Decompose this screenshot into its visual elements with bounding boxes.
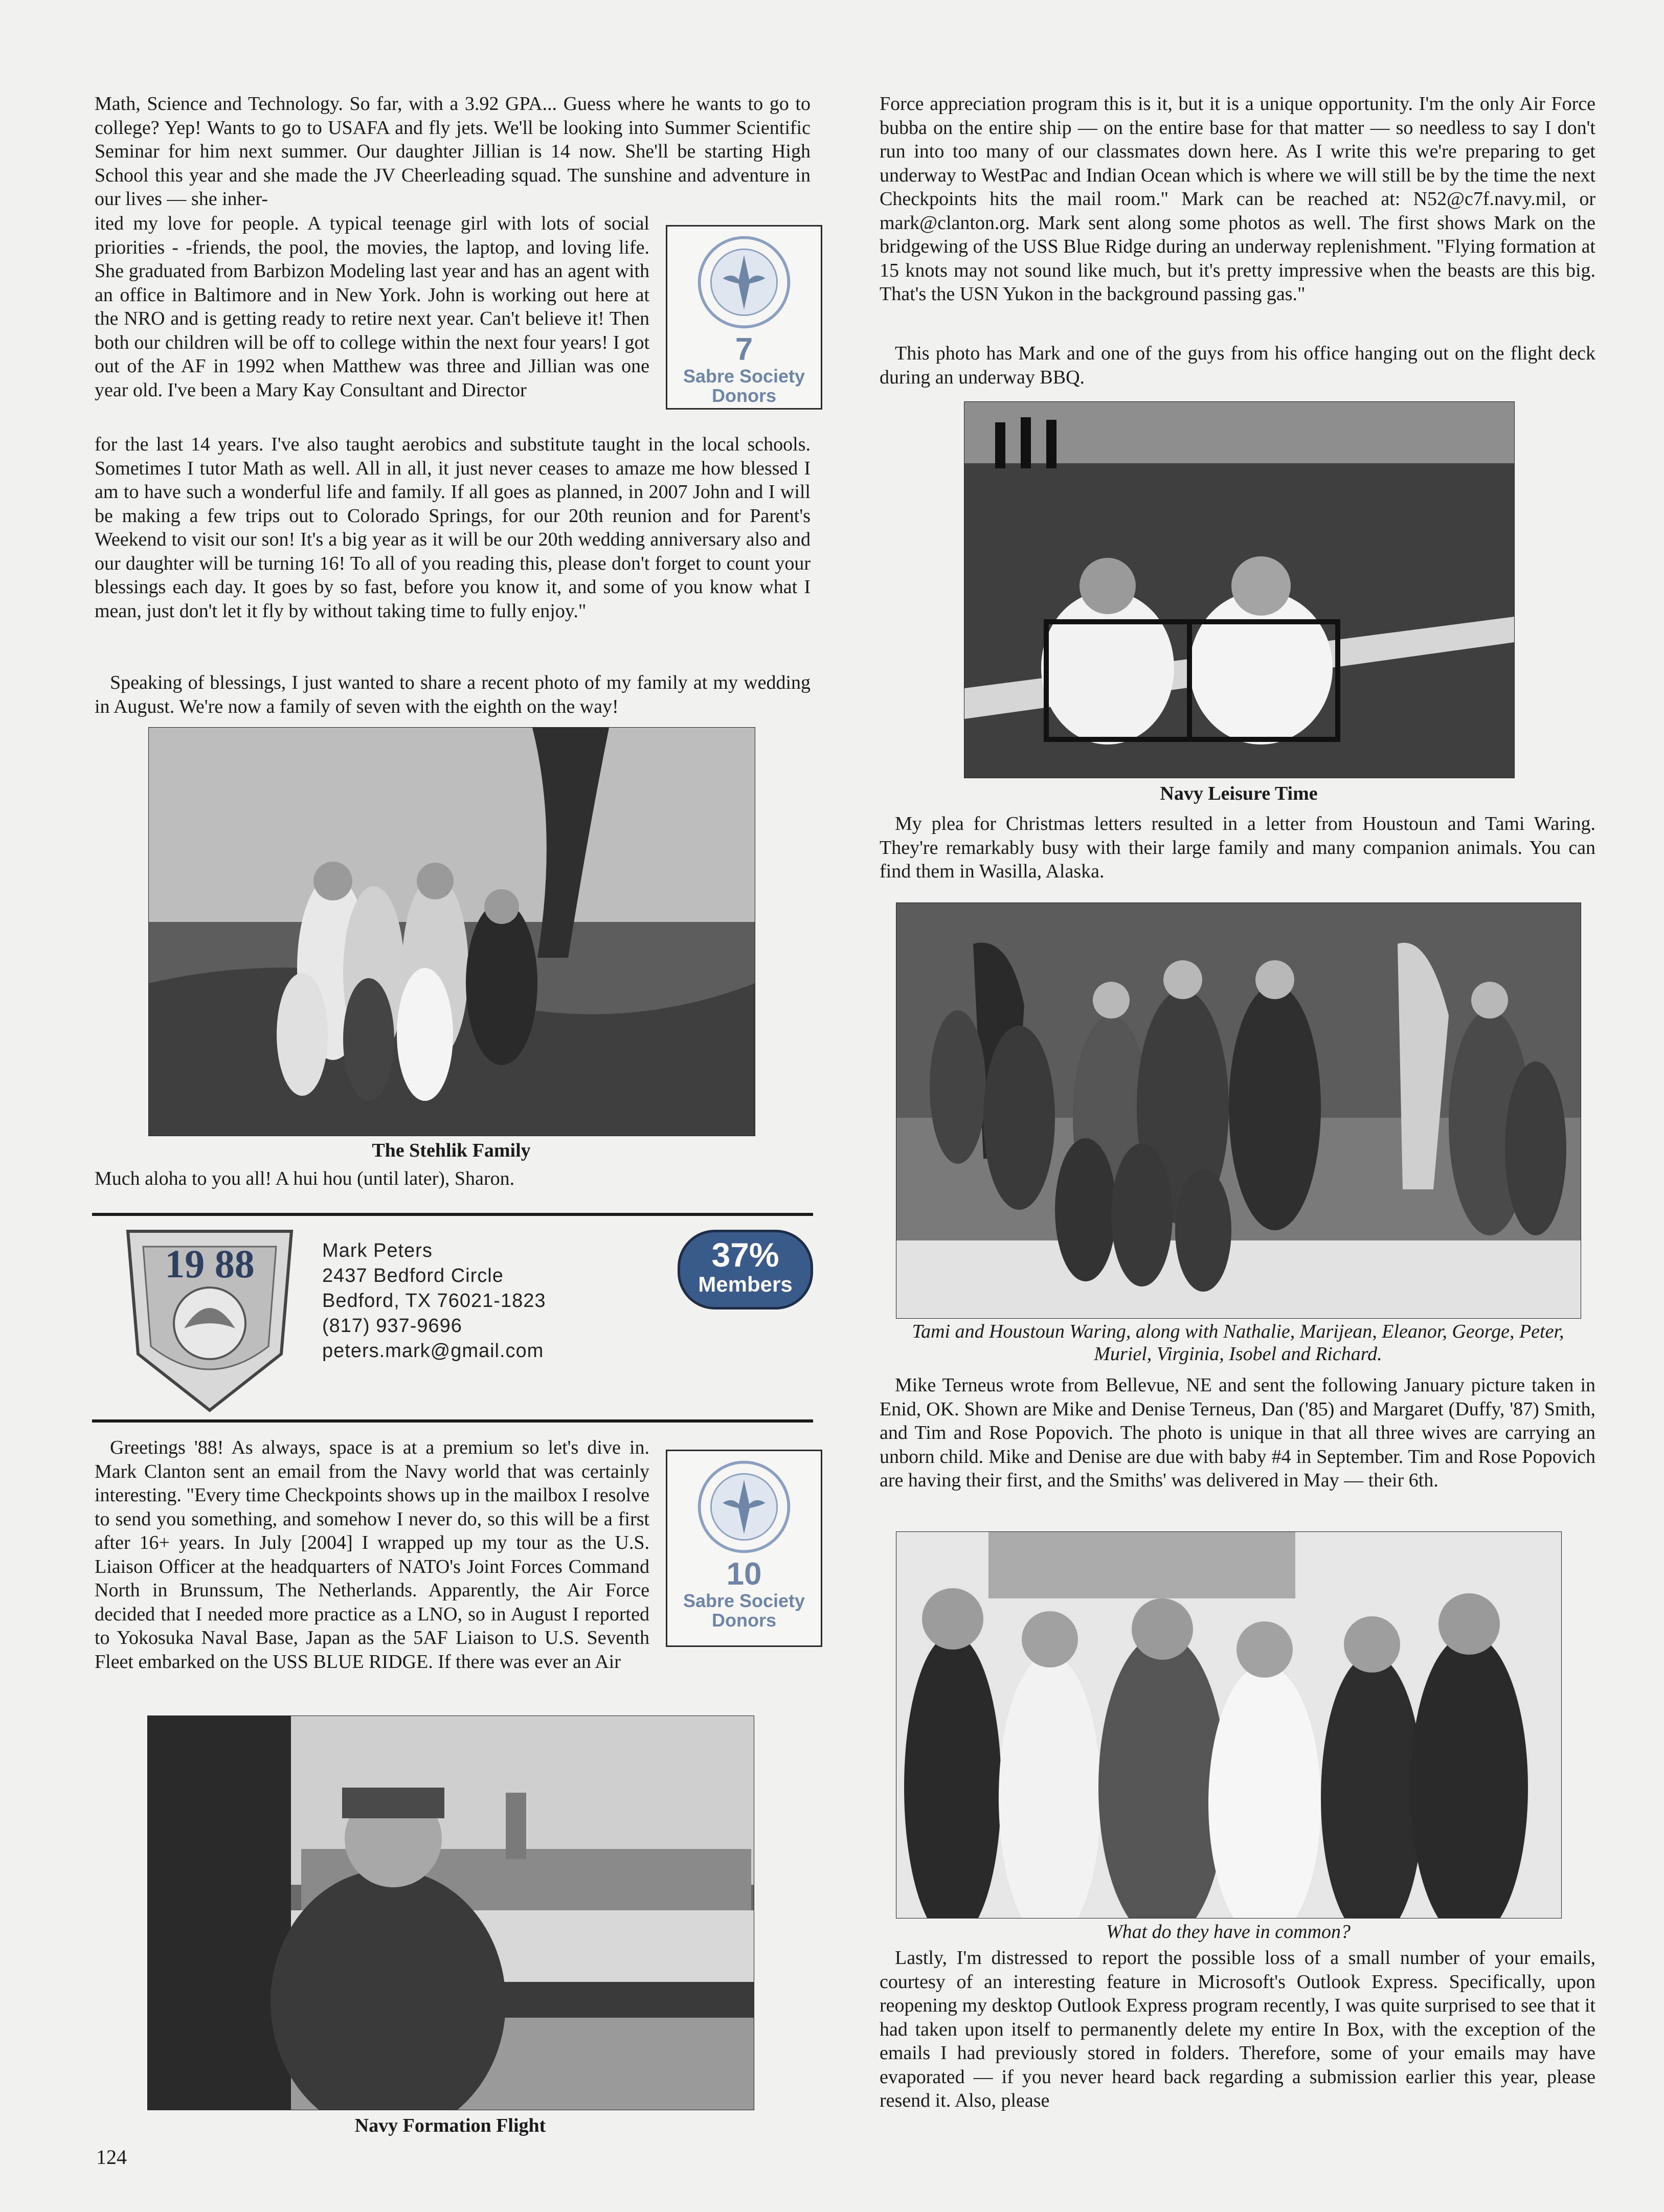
photo-stehlik-family — [148, 727, 755, 1136]
text-line: This photo has Mark and one of the guys from his office hanging out on the flight deck during an underway BBQ. — [880, 343, 1595, 388]
sabre-label-1: Sabre Society — [683, 1590, 805, 1611]
caption-navy-leisure-time: Navy Leisure Time — [1160, 783, 1318, 804]
text-line: Much aloha to you all! A hui hou (until later), Sharon. — [95, 1168, 515, 1189]
section-rule-bottom — [92, 1419, 813, 1423]
caption-what-in-common: What do they have in common? — [1106, 1921, 1351, 1943]
page-number: 124 — [96, 2146, 127, 2169]
left-column-top-para-2 — [95, 212, 649, 402]
members-label: Members — [698, 1272, 793, 1296]
left-column-top-para-1 — [95, 92, 811, 211]
class-1988-crest-icon — [123, 1226, 297, 1415]
photo-image — [964, 402, 1514, 778]
caption-stehlik-family: The Stehlik Family — [372, 1140, 531, 1161]
photo-image — [896, 903, 1581, 1318]
section-rule-top — [92, 1213, 813, 1216]
sabre-label-1: Sabre Society — [683, 366, 805, 387]
left-column-top-para-4 — [95, 671, 811, 718]
right-column-top-para-1 — [880, 92, 1595, 306]
text-line: Math, Science and Technology. So far, with a 3.92 GPA... Guess where he wants to go to college? Yep! Wants to go to USAFA and fly jets. We'll be looking into Summer Scientific Seminar for him next summer. Our daughter Jillian is 14 now. She'll be starting High School this year and she made the JV Cheerleading squad. The sunshine and adventure in our lives — she inher- — [95, 93, 811, 210]
contact-email[interactable]: peters.mark@gmail.com — [322, 1340, 544, 1362]
photo-terneus-smith-popovich — [896, 1531, 1562, 1918]
text-line: for the last 14 years. I've also taught aerobics and substitute taught in the local schools. Sometimes I tutor Math as well. All in all, it just never ceases to amaze me how blessed I am to have such a wonderful life and family. If all goes as planned, in 2007 John and I will be making a few trips out to Colorado Springs, for our 20th reunion and for Parent's Weekend to visit our son! It's a big year as it will be our 20th wedding anniversary also and our daughter will be turning 16! To all of you reading this, please don't forget to count your blessings each day. It goes by so fast, before you know it, and some of you know what I mean, just don't let it fly by without taking time to fully enjoy." — [95, 434, 811, 622]
text-line: Mike Terneus wrote from Bellevue, NE and sent the following January picture taken in Enid, OK. Shown are Mike and Denise Terneus, Dan ('85) and Margaret (Duffy, '87) Smith, and Tim and Rose Popovich. The photo is unique in that all three wives are carrying an unborn child. Mike and Denise are due with baby #4 in September. Tim and Rose Popovich are having their first, and the Smiths' was delivered in May — their 6th. — [880, 1374, 1595, 1491]
text-line: Lastly, I'm distressed to report the possible loss of a small number of your emails, courtesy of an interesting feature in Microsoft's Outlook Express. Specifically, upon reopening my desktop Outlook Express program recently, I was quite surprised to see that it had taken upon itself to permanently delete my entire In Box, with the exception of the emails I had previously stored in folders. Therefore, some of your emails may have evaporated — if you never heard back regarding a submission earlier this year, please resend it. Also, please — [880, 1947, 1595, 2111]
caption-navy-formation-flight: Navy Formation Flight — [354, 2115, 546, 2136]
contact-city: Bedford, TX 76021-1823 — [322, 1290, 546, 1312]
caption-waring-family: Tami and Houstoun Waring, along with Nathalie, Marijean, Eleanor, George, Peter, Muriel, Virginia, Isobel and Richard. — [912, 1321, 1564, 1365]
photo-navy-leisure-time — [964, 401, 1515, 778]
sabre-society-seal-icon — [695, 234, 793, 331]
text-line: Speaking of blessings, I just wanted to share a recent photo of my family at my wedding in August. We're now a family of seven with the eighth on the way! — [95, 672, 811, 717]
class-scribe-contact — [322, 1238, 546, 1364]
text-line: ited my love for people. A typical teenage girl with lots of social priorities - -friends, the pool, the movies, the laptop, and loving life. She graduated from Barbizon Modeling last year and has an agent with an office in Baltimore and in New York. John is working out here at the NRO and is getting ready to retire next year. Can't believe it! Then both our children will be off to college within the next four years! I got out of the AF in 1992 when Matthew was three and Jillian was one year old. I've been a Mary Kay Consultant and Director — [95, 213, 649, 401]
sabre-society-badge-top — [666, 225, 822, 410]
members-percent-badge — [678, 1230, 813, 1310]
left-column-top-para-3 — [95, 433, 811, 623]
contact-street: 2437 Bedford Circle — [322, 1265, 504, 1286]
photo-navy-formation-flight — [147, 1716, 754, 2110]
text-line: Force appreciation program this is it, but it is a unique opportunity. I'm the only Air Force bubba on the entire ship — on the entire base for that matter — so needless to say I don't run into too many of our classmates down here. As I write this we're preparing to get underway to WestPac and Indian Ocean which is where we will still be by the time the next Checkpoints hits the mail room." Mark can be reached at: N52@c7f.navy.mil, or mark@clanton.org. Mark sent along some photos as well. The first shows Mark on the bridgewing of the USS Blue Ridge during an underway replenishment. "Flying formation at 15 knots may not sound like much, but it's pretty impressive when the beasts are this big. That's the USN Yukon in the background passing gas." — [880, 93, 1595, 305]
sabre-society-badge-bottom — [666, 1450, 822, 1647]
sabre-donor-count: 10 — [726, 1556, 762, 1592]
photo-image — [149, 728, 755, 1136]
right-para-2 — [880, 812, 1595, 884]
left-column-bottom-para-1 — [95, 1436, 649, 1674]
photo-waring-family — [896, 902, 1581, 1319]
sabre-society-seal-icon — [695, 1458, 793, 1555]
right-para-4 — [880, 1946, 1595, 2113]
contact-name: Mark Peters — [322, 1240, 433, 1261]
text-line: My plea for Christmas letters resulted in a letter from Houstoun and Tami Waring. They're remarkably busy with their large family and many companion animals. You can find them in Wasilla, Alaska. — [880, 813, 1595, 882]
contact-phone: (817) 937-9696 — [322, 1315, 462, 1337]
right-para-3 — [880, 1373, 1595, 1493]
photo-image — [896, 1532, 1561, 1918]
photo-image — [148, 1716, 754, 2110]
right-column-top-para-2 — [880, 342, 1595, 389]
sabre-label-2: Donors — [712, 385, 776, 406]
members-percent: 37% — [711, 1236, 779, 1274]
svg-text:19 88: 19 88 — [165, 1242, 255, 1286]
aloha-line — [95, 1167, 811, 1191]
sabre-donor-count: 7 — [735, 332, 753, 367]
sabre-label-2: Donors — [712, 1610, 776, 1631]
text-line: Greetings '88! As always, space is at a premium so let's dive in. Mark Clanton sent an email from the Navy world that was certainly interesting. "Every time Checkpoints shows up in the mailbox I resolve to send you something, and somehow I never do, so this will be a first after 16+ years. In July [2004] I wrapped up my tour as the U.S. Liaison Officer at the headquarters of NATO's Joint Forces Command North in Brunssum, The Netherlands. Apparently, the Air Force decided that I needed more practice as a LNO, so in August I reported to Yokosuka Naval Base, Japan as the 5AF Liaison to U.S. Seventh Fleet embarked on the USS BLUE RIDGE. If there was ever an Air — [95, 1437, 649, 1673]
